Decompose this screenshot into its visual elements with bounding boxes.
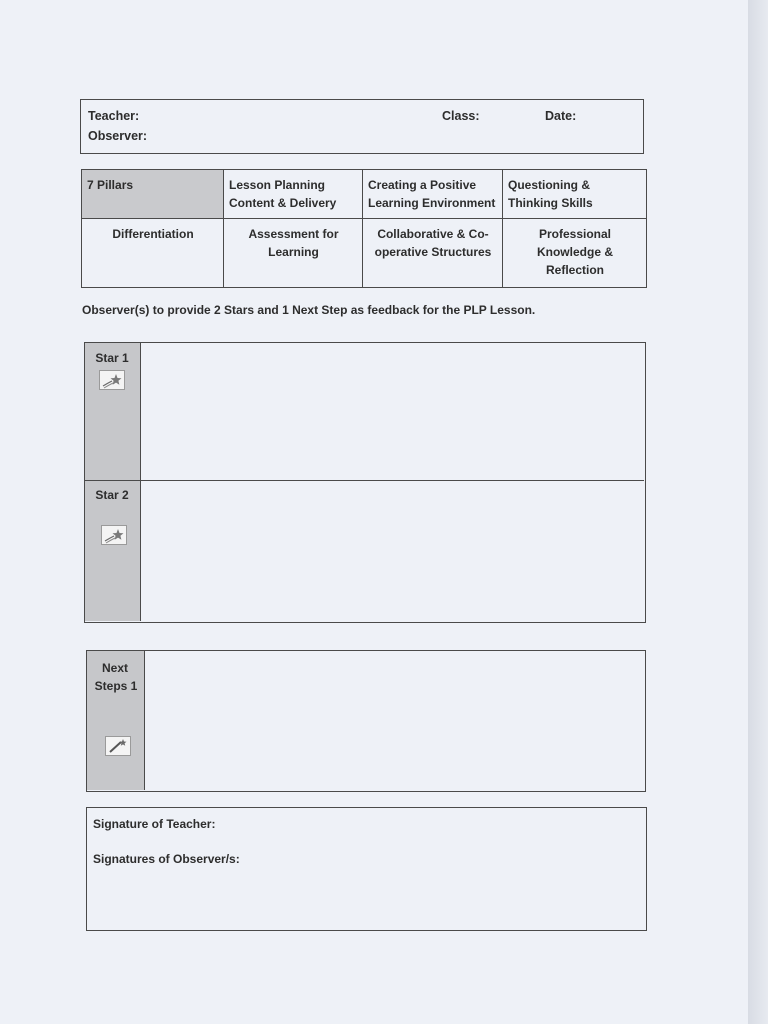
stars-divider: [85, 480, 644, 481]
observers-signature-label: Signatures of Observer/s:: [93, 852, 240, 866]
shooting-star-icon: [101, 525, 127, 545]
star1-label: Star 1: [95, 351, 129, 365]
pillar-cell: Creating a Positive Learning Environment: [363, 170, 503, 219]
paper-edge: [748, 0, 768, 1024]
next-steps-box: [86, 650, 646, 792]
next-steps-label-line2: Steps 1: [94, 679, 138, 693]
pillar-cell: Professional Knowledge & Reflection: [503, 219, 647, 288]
pillars-title-cell: 7 Pillars: [82, 170, 224, 219]
pillar-cell: Questioning & Thinking Skills: [503, 170, 647, 219]
observer-label: Observer:: [88, 129, 148, 143]
pillar-cell: Collaborative & Co-operative Structures: [363, 219, 503, 288]
pillar-cell: Lesson Planning Content & Delivery: [224, 170, 363, 219]
stars-box: [84, 342, 646, 623]
teacher-signature-label: Signature of Teacher:: [93, 817, 216, 831]
pillar-cell: Differentiation: [82, 219, 224, 288]
pillars-table: [81, 169, 647, 288]
teacher-label: Teacher:: [88, 109, 140, 123]
star2-label: Star 2: [95, 488, 129, 502]
date-label: Date:: [545, 109, 577, 123]
signature-box: [86, 807, 647, 931]
pillars-row: [82, 170, 647, 219]
shooting-star-icon: [99, 370, 125, 390]
instruction-text: Observer(s) to provide 2 Stars and 1 Next Step as feedback for the PLP Lesson.: [82, 303, 536, 317]
pillar-cell: Assessment for Learning: [224, 219, 363, 288]
next-steps-label-line1: Next: [101, 661, 128, 675]
magic-wand-icon: [105, 736, 131, 756]
class-label: Class:: [442, 109, 480, 123]
header-box: [80, 99, 644, 154]
pillars-row: [82, 219, 647, 288]
